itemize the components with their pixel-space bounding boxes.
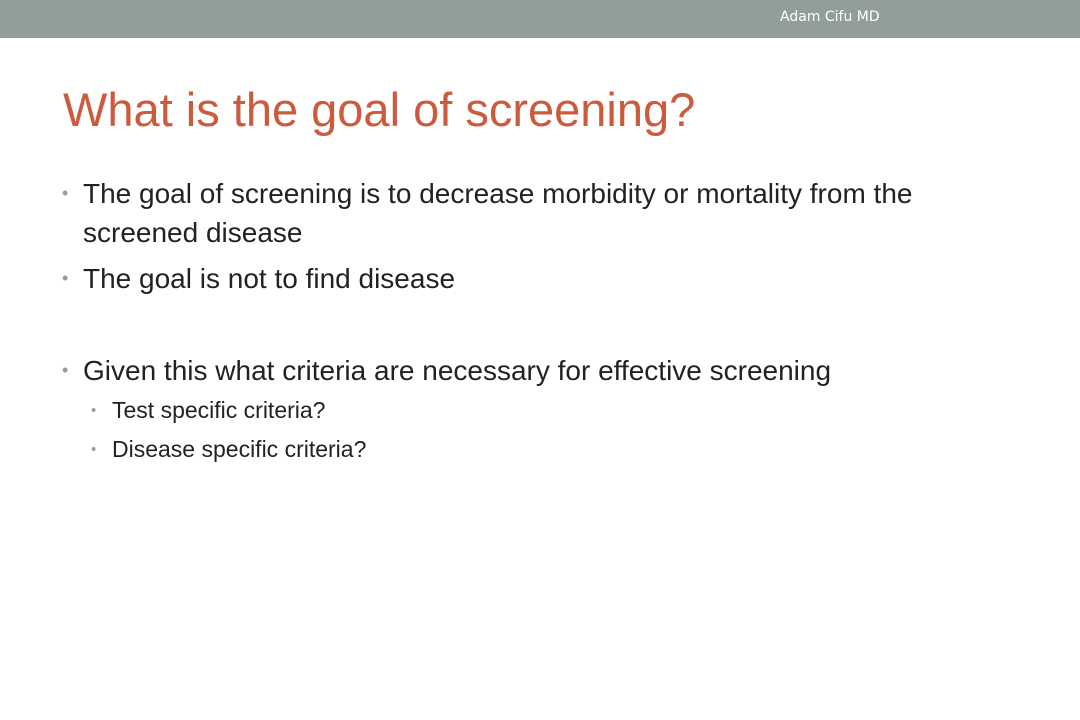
slide-title: What is the goal of screening? [63, 83, 696, 136]
bullet-dot-icon: • [62, 360, 69, 380]
bullet-dot-icon: • [62, 268, 69, 288]
sub-bullet-text: Test specific criteria? [112, 397, 326, 423]
bullet-item [62, 351, 1022, 468]
sub-bullet-dot-icon: • [91, 441, 97, 458]
bullet-text: The goal of screening is to decrease morbidity or mortality from the screened disease [83, 178, 913, 248]
bullet-item [62, 174, 1022, 252]
bullet-text: The goal is not to find disease [83, 263, 456, 294]
sub-bullet-text: Disease specific criteria? [112, 436, 367, 462]
bullet-list [62, 174, 1022, 468]
sub-bullet-dot-icon: • [91, 402, 97, 419]
bullet-dot-icon: • [62, 183, 69, 203]
sub-bullet-item [83, 392, 1022, 429]
bullet-text: Given this what criteria are necessary for effective screening [83, 355, 832, 386]
sub-bullet-item [83, 431, 1022, 468]
bullet-item [62, 259, 1022, 298]
author-name: Adam Cifu MD [780, 9, 880, 25]
sub-bullet-list [83, 392, 1022, 468]
header-bar [0, 0, 1080, 38]
